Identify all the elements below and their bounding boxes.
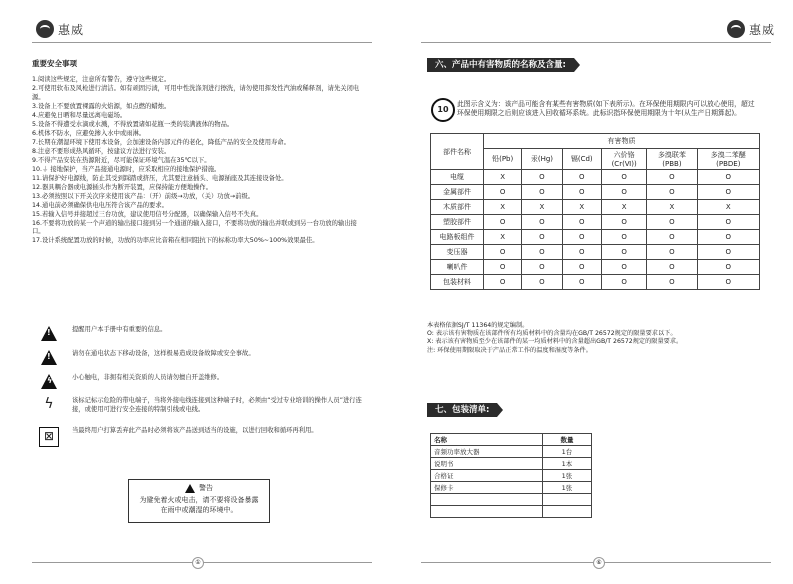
hazard-group-header: 有害物质	[484, 134, 760, 149]
brand-logo	[727, 20, 775, 38]
packing-row	[431, 446, 592, 458]
hazard-cell: O	[562, 185, 602, 200]
warning-text: 该标记标示危险的带电端子，当将外接电线连接到这种端子时，必须由“受过专业培训的操作人员”进行连接，或使用可进行安全连接的特制引线或电线。	[72, 397, 362, 413]
hazard-cell: X	[484, 200, 522, 215]
brand-name: 惠威	[749, 22, 776, 37]
hazard-cell: O	[522, 245, 562, 260]
hazard-cell: O	[647, 275, 697, 290]
hazard-cell: X	[522, 200, 562, 215]
hazard-column-header: 镉(Cd)	[562, 149, 602, 170]
hazard-column-header: 多溴二苯醚 (PBDE)	[697, 149, 759, 170]
left-page	[0, 0, 396, 584]
packing-item-name: 说明书	[431, 458, 543, 470]
caution-title: 警告	[199, 484, 213, 492]
hazard-cell: O	[522, 275, 562, 290]
hazard-note: 注: 环保使用期限取决于产品正常工作的温度和湿度等条件。	[427, 346, 592, 354]
warning-text: 当最终用户打算丢弃此产品时必须将该产品送到适当的设施，以进行回收和循环再利用。	[72, 427, 318, 434]
hazard-notes	[427, 322, 767, 355]
hazard-part-name: 电缆	[431, 170, 484, 185]
warning-item	[38, 350, 368, 365]
safety-rule-item: 5.设备不得遭受水滴或水溅，不得放置诸如花瓶一类的装满液体的物品。	[32, 120, 234, 128]
part-name-header: 部件名称	[431, 134, 484, 170]
hazard-cell: O	[522, 215, 562, 230]
hazard-cell: O	[602, 170, 647, 185]
hazard-cell: O	[602, 185, 647, 200]
packing-name-header: 名称	[431, 434, 543, 446]
safety-rule-item: 14.通电前必须确保供电电压符合该产品的要求。	[32, 201, 168, 209]
hazard-cell: X	[562, 200, 602, 215]
safety-rule-item: 11.请保护好电源线，防止其受到踩踏或挤压，尤其要注意插头、电源插座及其连接设备处。	[32, 174, 288, 182]
hazard-cell: O	[562, 245, 602, 260]
right-page	[397, 0, 793, 584]
packing-section-title: 七、包装清单:	[427, 403, 497, 417]
hazard-cell: O	[562, 260, 602, 275]
warning-text: 小心触电，非拥有相关资质的人员请勿擅自开盖维修。	[72, 374, 224, 381]
header-rule	[421, 42, 771, 43]
epup-description: 此图示含义为：该产品可能含有某些有害物质(如下表所示)。在环保使用期限内可以放心使用，超过环保使用期限之后则应该进入回收循环系统。此标识指环保使用期限为十年(从生产日期算起)。	[457, 100, 755, 117]
packing-item-name	[431, 506, 543, 518]
hazard-part-name: 木质部件	[431, 200, 484, 215]
packing-item-qty: 1台	[543, 446, 592, 458]
hazard-part-name: 塑胶部件	[431, 215, 484, 230]
hazard-column-header: 六价铬 (Cr(Ⅵ))	[602, 149, 647, 170]
hazard-row	[431, 200, 760, 215]
hazard-cell: O	[647, 230, 697, 245]
caution-box	[128, 479, 270, 523]
hazard-note: 本表格依据SJ/T 11364的规定编制。	[427, 322, 529, 329]
brand-name: 惠威	[58, 22, 85, 37]
packing-item-name	[431, 494, 543, 506]
brand-logo	[36, 20, 84, 38]
safety-rule-item: 9.不得产品安装在热源附近，尽可能保证环境气温在35℃以下。	[32, 156, 211, 164]
hazard-cell: X	[697, 200, 759, 215]
hazard-cell: O	[562, 170, 602, 185]
warning-item	[38, 397, 368, 414]
packing-item-qty	[543, 506, 592, 518]
hazard-cell: O	[602, 275, 647, 290]
hazard-row	[431, 260, 760, 275]
packing-item-qty: 1张	[543, 482, 592, 494]
hazard-row	[431, 185, 760, 200]
warning-item	[38, 374, 368, 389]
hazard-note: O: 表示该有害物质在该部件所有均质材料中的含量均在GB/T 26572规定的限量要求以下。	[427, 330, 677, 338]
crossed-bin-icon: ⊠	[38, 427, 60, 447]
safety-rule-item: 1.阅读这些规定，注意所有警告，遵守这些规定。	[32, 76, 171, 83]
hazard-cell: O	[484, 185, 522, 200]
hazard-cell: O	[602, 245, 647, 260]
hazard-cell: O	[697, 170, 759, 185]
brand-mark-icon	[36, 20, 54, 38]
packing-row	[431, 506, 592, 518]
hazard-column-header: 铅(Pb)	[484, 149, 522, 170]
safety-rule-item: 13.必须按照以下开关次序来使用该产品：（开）前级→功放，（关）功放→前级。	[32, 192, 255, 200]
hazard-row	[431, 170, 760, 185]
header-rule	[32, 42, 372, 43]
hazard-cell: X	[484, 170, 522, 185]
hazard-cell: O	[697, 230, 759, 245]
hazard-column-header: 汞(Hg)	[522, 149, 562, 170]
safety-rules-list	[32, 76, 362, 246]
safety-rule-item: 2.可使用软布及风枪进行清洁。如有顽固污渍，可用中性洗涤剂进行擦洗，请勿使用挥发性汽油或稀释剂，请先关闭电源。	[32, 85, 360, 101]
hazard-row	[431, 230, 760, 245]
hazard-cell: O	[647, 170, 697, 185]
warning-triangle-icon: !	[38, 326, 60, 341]
packing-row	[431, 494, 592, 506]
epup-10-year-icon: 10	[431, 98, 455, 122]
safety-rule-item: 6.机体不防水，应避免掺入水中或雨淋。	[32, 129, 146, 137]
electric-shock-icon: ϟ	[38, 374, 60, 389]
hazard-cell: O	[647, 245, 697, 260]
hazard-part-name: 喇叭件	[431, 260, 484, 275]
hazard-cell: X	[484, 230, 522, 245]
hazard-cell: O	[562, 230, 602, 245]
hazard-cell: O	[647, 185, 697, 200]
hazard-cell: O	[522, 230, 562, 245]
hazard-cell: O	[602, 215, 647, 230]
caution-text: 为避免着火或电击，请不要将设备暴露在雨中或潮湿的环境中。	[139, 496, 259, 514]
hazard-row	[431, 275, 760, 290]
safety-rule-item: 12.器具耦合器或电源插头作为断开装置，应保持能方便地操作。	[32, 183, 213, 191]
hazard-cell: O	[522, 170, 562, 185]
hazard-cell: O	[602, 260, 647, 275]
packing-row	[431, 470, 592, 482]
hazard-cell: O	[484, 245, 522, 260]
warning-text: 提醒用户本手册中有重要的信息。	[72, 326, 167, 333]
hazard-cell: O	[697, 245, 759, 260]
hazard-cell: O	[484, 275, 522, 290]
safety-rule-item: 7.长期在潮湿环境下使用本设备，会加速设备内部元件的老化，降低产品的安全及使用寿命。	[32, 138, 290, 146]
packing-item-qty: 1张	[543, 470, 592, 482]
hazard-cell: O	[697, 275, 759, 290]
hazard-cell: X	[647, 200, 697, 215]
hazard-cell: O	[602, 230, 647, 245]
warning-triangle-icon: !	[38, 350, 60, 365]
hazard-part-name: 变压器	[431, 245, 484, 260]
hazard-cell: O	[697, 215, 759, 230]
lightning-bolt-icon: ϟ	[44, 396, 54, 412]
brand-mark-icon	[727, 20, 745, 38]
hazard-cell: O	[647, 215, 697, 230]
page-number: ①	[192, 557, 204, 569]
safety-rule-item: 3.设备上不要放置裸露的火焰源，如点燃的蜡烛。	[32, 102, 171, 110]
warning-item	[38, 427, 368, 447]
page-number: ⑥	[593, 557, 605, 569]
hazard-cell: O	[697, 185, 759, 200]
hazard-section-title: 六、产品中有害物质的名称及含量:	[427, 58, 574, 72]
packing-table	[430, 433, 592, 518]
hazard-part-name: 金属部件	[431, 185, 484, 200]
hazard-row	[431, 215, 760, 230]
hazard-part-name: 电路板组件	[431, 230, 484, 245]
hazard-part-name: 包装材料	[431, 275, 484, 290]
hazard-cell: O	[697, 260, 759, 275]
packing-item-qty	[543, 494, 592, 506]
packing-item-name: 保修卡	[431, 482, 543, 494]
safety-rule-item: 16.不要将功放的某一个声道的输出接口接到另一个通道的输入接口，不要将功放的输出并联或到另一台功放的输出接口。	[32, 219, 357, 235]
caution-triangle-icon	[185, 484, 195, 493]
safety-section-title: 重要安全事项	[32, 59, 77, 68]
warning-text: 请勿在通电状态下移动设备，这样极易造成设备故障或安全事故。	[72, 350, 255, 357]
hazard-cell: O	[522, 185, 562, 200]
hazard-cell: O	[647, 260, 697, 275]
packing-qty-header: 数量	[543, 434, 592, 446]
hazard-row	[431, 245, 760, 260]
hazard-cell: O	[562, 275, 602, 290]
hazard-note: X: 表示该有害物质至少在该部件的某一均质材料中的含量超出GB/T 26572规定的限量要求。	[427, 338, 683, 346]
safety-rule-item: 15.若输入信号并接超过三台功放，建议使用信号分配器，以确保输入信号不失真。	[32, 210, 263, 218]
hazard-cell: O	[522, 260, 562, 275]
packing-item-qty: 1本	[543, 458, 592, 470]
packing-row	[431, 458, 592, 470]
hazard-cell: X	[602, 200, 647, 215]
hazard-table	[430, 133, 760, 290]
warning-item	[38, 326, 368, 341]
hazard-cell: O	[484, 260, 522, 275]
packing-item-name: 音频功率放大器	[431, 446, 543, 458]
safety-rule-item: 17.设计系统配置功放的时候，功放的功率应比音箱在相同阻抗下的标称功率大50%~100%效果最佳。	[32, 237, 319, 244]
packing-item-name: 合格证	[431, 470, 543, 482]
hazard-column-header: 多溴联苯 (PBB)	[647, 149, 697, 170]
safety-rule-item: 10.⏚ 接地保护，当产品接通电源时，应采取相应的接地保护措施。	[32, 165, 221, 173]
hazard-cell: O	[484, 215, 522, 230]
hazard-cell: O	[562, 215, 602, 230]
safety-rule-item: 4.应避免日晒和尽量远离电磁场。	[32, 111, 127, 119]
safety-rule-item: 8.注意不要形成热风循环，按建议方法进行安装。	[32, 147, 171, 155]
packing-row	[431, 482, 592, 494]
